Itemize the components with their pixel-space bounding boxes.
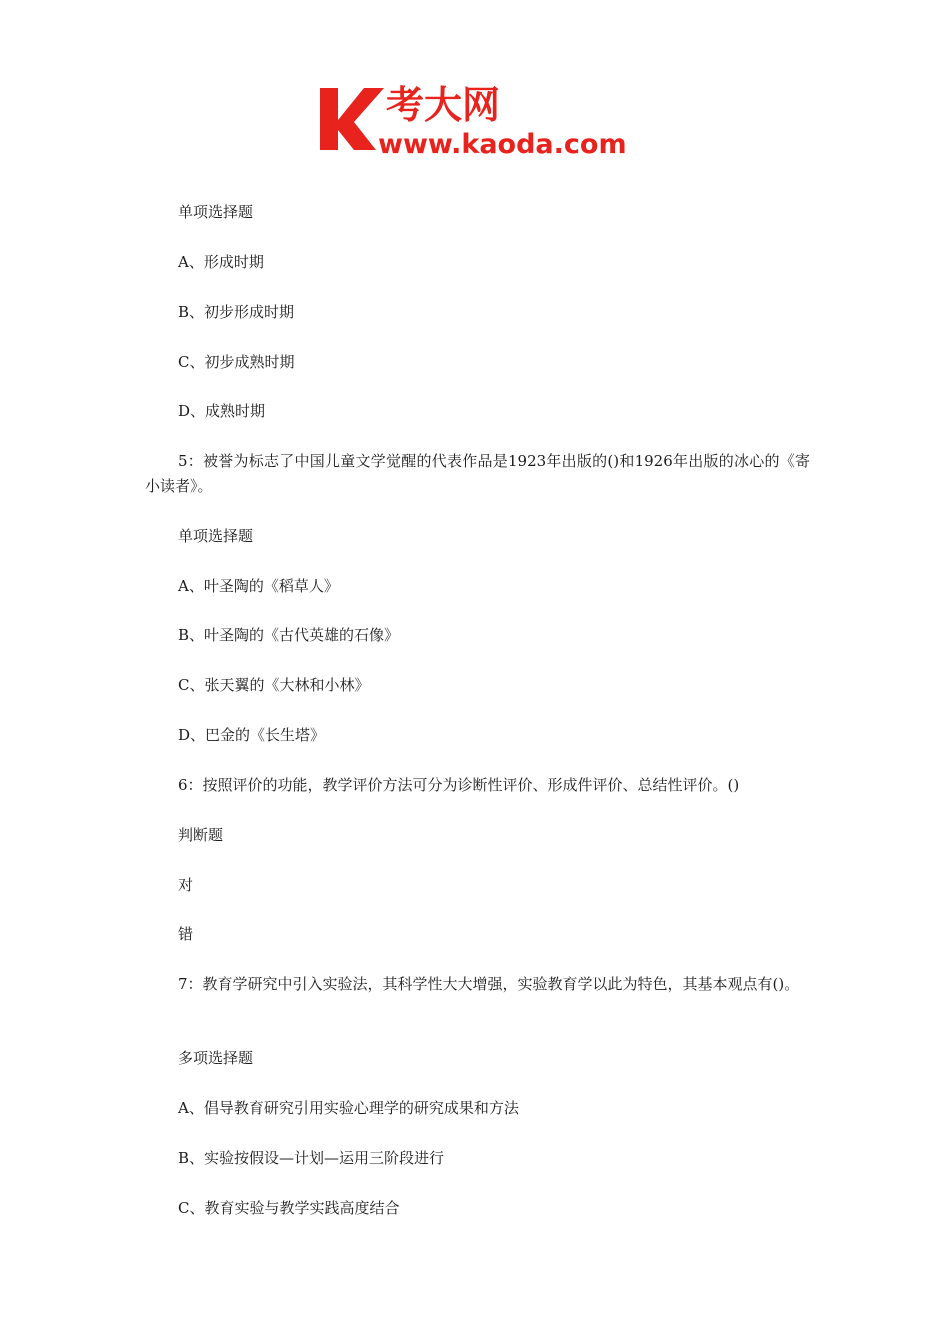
option-d: D、巴金的《长生塔》 [178,726,326,744]
question-5: 5：被誉为标志了中国儿童文学觉醒的代表作品是1923年出版的()和1926年出版的冰心的《寄小读者》。 [145,452,810,495]
question-6: 6：按照评价的功能，教学评价方法可分为诊断性评价、形成件评价、总结性评价。() [178,776,740,794]
logo-k-mark [320,88,384,150]
option-c: C、张天翼的《大林和小林》 [178,676,370,694]
question-type-label: 判断题 [178,826,224,844]
option-d: D、成熟时期 [178,402,266,420]
option-a: A、倡导教育研究引用实验心理学的研究成果和方法 [178,1099,519,1117]
option-false: 错 [178,925,194,943]
question-type-label: 多项选择题 [178,1049,254,1067]
option-true: 对 [178,876,194,894]
option-b: B、初步形成时期 [178,303,295,321]
option-a: A、形成时期 [178,253,264,271]
option-b: B、实验按假设—计划—运用三阶段进行 [178,1149,445,1167]
option-a: A、叶圣陶的《稻草人》 [178,577,339,595]
logo-cn-name: 考大网 [386,83,501,127]
option-b: B、叶圣陶的《古代英雄的石像》 [178,626,400,644]
kaoda-logo-graphic [318,80,638,158]
question-type-label: 单项选择题 [178,527,254,545]
option-c: C、教育实验与教学实践高度结合 [178,1199,400,1217]
logo-url: www.kaoda.com [378,129,627,158]
option-c: C、初步成熟时期 [178,353,295,371]
kaoda-logo [318,80,638,158]
question-type-label: 单项选择题 [178,203,254,221]
question-7: 7：教育学研究中引入实验法，其科学性大大增强，实验教育学以此为特色，其基本观点有()。 [178,975,800,993]
